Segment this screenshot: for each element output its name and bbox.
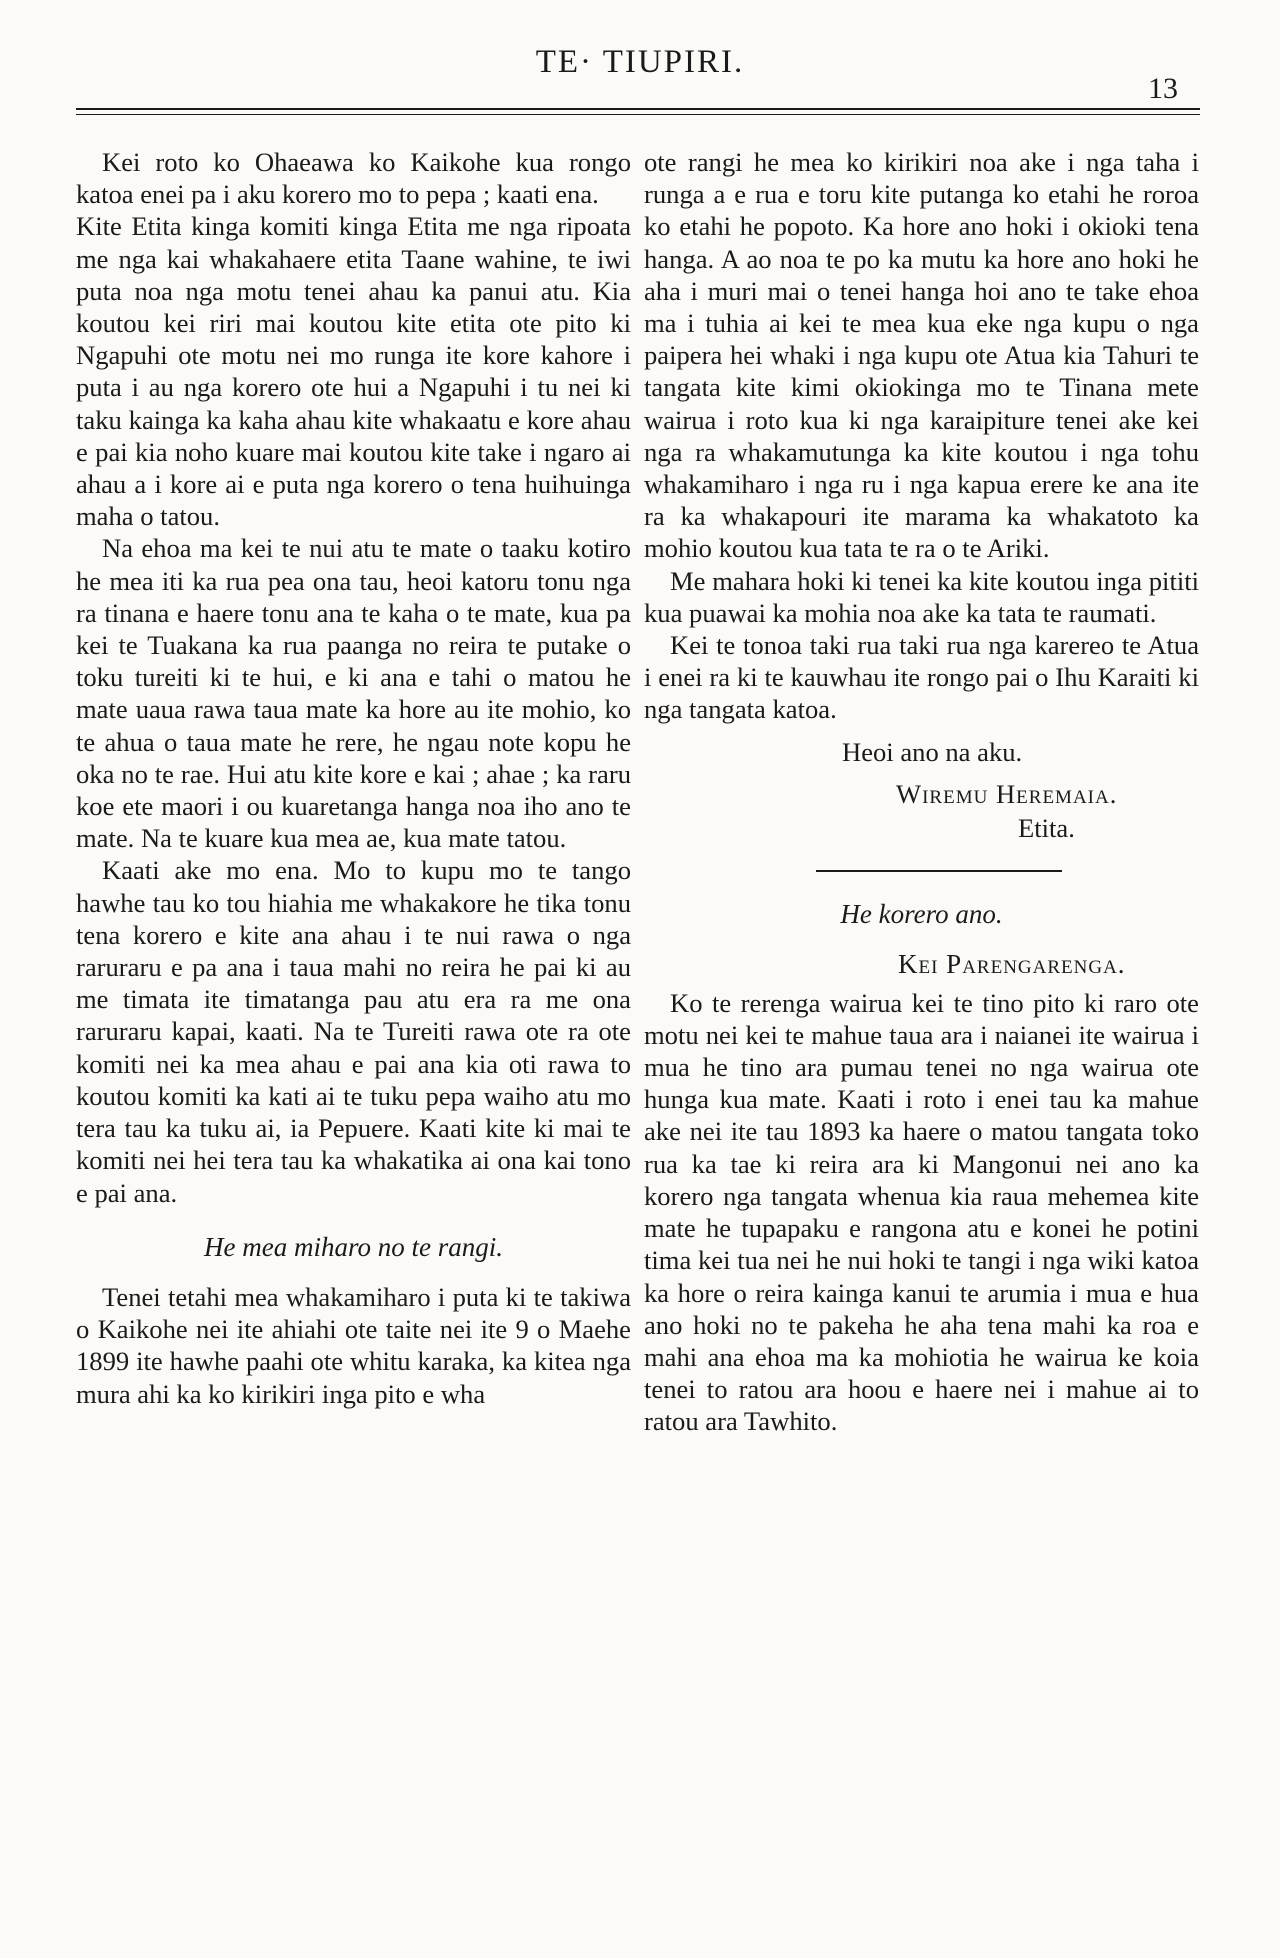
left-paragraph-4: Kaati ake mo ena. Mo to kupu mo te tango hawhe tau ko tou hiahia me whakakore he tika tonu tena korero e kite ana ahau i te nui rawa o nga raruraru e pa ana i taua mahi no reira he pai ki au me timata ite timatanga pau atu era ra me ona raruraru kapai, kaati. Na te Tureiti rawa ote ra ote komiti nei ka mea ahau e pai ana kia oti rawa to koutou komiti ka kati ai te tuku pepa waiho atu mo tera tau ka tuku ai, ia Pepuere. Kaati kite ki mai te komiti nei hei tera tau ka whakatika ai ona kai tono e pai ana. (76, 855, 631, 1208)
signature-name: Wiremu Heremaia. (896, 778, 1118, 809)
header-rule-thin (76, 114, 1200, 115)
right-paragraph-3: Kei te tonoa taki rua taki rua nga karereo te Atua i enei ra ki te kauwhau ite rongo pai o Ihu Karaiti ki nga tangata katoa. (644, 630, 1199, 725)
signature-role: Etita. (1018, 813, 1075, 844)
location-heading: Kei Parengarenga. (898, 949, 1126, 980)
left-column (76, 146, 631, 1410)
right-paragraph-4: Ko te rerenga wairua kei te tino pito ki raro ote motu nei kei te mahue taua ara i naianei ite wairua i mua he tino ara pumau tenei no nga wairua ote hunga kua mate. Kaati i roto i enei tau ka mahue ake nei ite tau 1893 ka haere o matou tangata toko rua ka tae ki reira ara ki Mangonui nei ano ka korero nga tangata whenua kia raua mehemea kite mate he tupapaku e rangona atu e konei he potini tima kei tua nei he nui hoki te tangi i nga wiki katoa ka hore o reira kainga kanui te arumia i mua e hua ano hoki no te pakeha he aha tena mahi ka roa e mahi ana ehoa ma ka mohiotia he wairua ke koia tenei to ratou ara hoou e haere nei i mahue ai to ratou ara Tawhito. (644, 987, 1199, 1437)
section-divider (816, 870, 1062, 872)
left-subheading: He mea miharo no te rangi. (204, 1231, 503, 1262)
page-number: 13 (1148, 72, 1178, 105)
header-rule-thick (76, 108, 1200, 110)
closing-line: Heoi ano na aku. (842, 736, 1023, 767)
page-header-title: TE· TIUPIRI. (535, 44, 745, 80)
left-paragraph-3: Na ehoa ma kei te nui atu te mate o taaku kotiro he mea iti ka rua pea ona tau, heoi katoru tonu nga ra tinana e haere tonu ana te kaha o te mate, kua pa kei te Tuakana ka rua paanga no reira te putake o toku tureiti ki te hui, e ki ana e tahi o matou he mate uaua rawa taua mate ka hore au ite mohio, ko te ahua o taua mate he rere, he ngau note kopu he oka no te rae. Hui atu kite kore e kai ; ahae ; ka raru koe ete maori i ou kuaretanga hanga noa iho ano te mate. Na te kuare kua mea ae, kua mate tatou. (76, 533, 631, 854)
left-paragraph-5: Tenei tetahi mea whakamiharo i puta ki te takiwa o Kaikohe nei ite ahiahi ote taite nei ite 9 o Maehe 1899 ite hawhe paahi ote whitu karaka, ka kitea nga mura ahi ka ko kirikiri inga pito e wha (76, 1281, 631, 1409)
right-column (644, 146, 1199, 1438)
right-paragraph-1: ote rangi he mea ko kirikiri noa ake i nga taha i runga a e rua e toru kite putanga ko etahi he roroa ko etahi he popoto. Ka hore ano hoki i okioki tena hanga. A ao noa te po ka mutu ka hore ano hoki he aha i muri mai o tenei hanga hoi ano te take ehoa ma i tuhia ai kei te mea kua eke nga kupu o nga paipera hei whaki i nga kupu ote Atua kia Tahuri te tangata kite kimi okiokinga mo te Tinana mete wairua i roto kua ki nga karaipiture tenei ake kei nga ra whakamutunga ka kite koutou i nga tohu whakamiharo i nga ru i nga kapua erere ke ana ite ra ka whakapouri ite marama ka whakatoto ka mohio koutou kua tata te ra o te Ariki. (644, 147, 1199, 564)
left-paragraph-2: Kite Etita kinga komiti kinga Etita me nga ripoata me nga kai whakahaere etita Taane wahine, te iwi puta noa nga motu tenei ahau ka panui atu. Kia koutou kei riri mai koutou kite etita ote pito ki Ngapuhi ote motu nei mo runga ite kore kahore i puta i au nga korero ote hui a Ngapuhi i tu nei ki taku kainga ka kaha ahau kite whakaatu e kore ahau e pai kia noho kuare mai koutou kite take i ngaro ai ahau a i kore ai e puta nga korero o tena huihuinga maha o tatou. (76, 211, 631, 532)
left-paragraph-1: Kei roto ko Ohaeawa ko Kaikohe kua rongo katoa enei pa i aku korero mo to pepa ; kaati ena. (76, 147, 631, 210)
right-paragraph-2: Me mahara hoki ki tenei ka kite koutou inga pititi kua puawai ka mohia noa ake ka tata te raumati. (644, 565, 1199, 628)
right-subheading: He korero ano. (840, 899, 1003, 930)
